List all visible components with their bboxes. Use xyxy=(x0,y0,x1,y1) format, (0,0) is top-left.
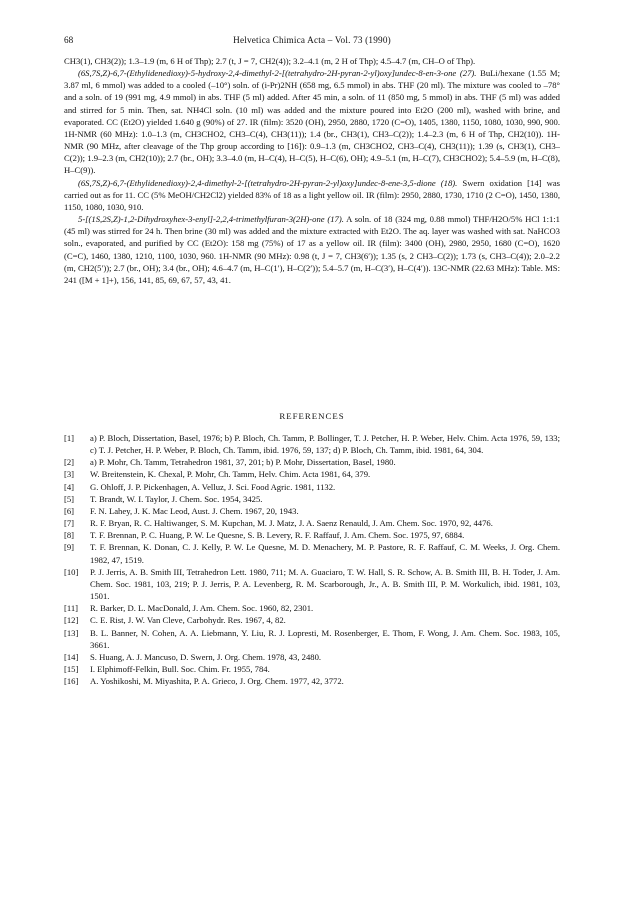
reference-text: T. F. Brennan, P. C. Huang, P. W. Le Quesne, S. B. Levery, R. F. Raffauf, J. Am. Chem. Soc. 1975, 97, 6884. xyxy=(90,530,465,541)
reference-text: P. J. Jerris, A. B. Smith III, Tetrahedron Lett. 1980, 711; M. A. Guaciaro, T. W. Hall, S. R. Schow, A. B. Smith III, B. H. Toder, J. Am. Chem. Soc. 1981, 103, 219; P. J. Jerris, P. A. Levenberg, R. M. Scarborough, Jr., A. B. Smith III, P. M. Workulich, ibid. 1981, 103, 1501. xyxy=(90,566,560,602)
paragraph-text: BuLi/hexane (1.55 M; 3.87 ml, 6 mmol) was added to a cooled (–10°) soln. of (i-Pr)2NH (658 mg, 6.5 mmol) in abs. THF (20 ml). The mixture was cooled to –78° and a soln. of 19 (991 mg, 4.9 mmol) in abs. THF (5 ml) added. After 45 min, a soln. of 11 (850 mg, 5 mmol) in abs. THF (5 ml) was added and stirred for 5 min. Then, sat. NH4Cl soln. (10 ml) was added and the mixture poured into Et2O (200 ml), washed with brine, and evaporated. CC (Et2O) yielded 1.640 g (90%) of 27. IR (film): 3520 (OH), 2950, 2880, 1720 (C=O), 1405, 1380, 1150, 1080, 1030, 990, 900. 1H-NMR (60 MHz): 1.0–1.3 (m, CH3CHO2, CH3–C(4), CH3(11)); 1.4 (br., CH3(1), CH3–C(2)); 1.4–2.3 (m, 6 H of Thp, CH2(10)). 1H-NMR (90 MHz, after cleavage of the Thp group according to [16]): 0.9–1.3 (m, CH3CHO2, CH3–C(4), CH3(11)); 1.39 (s, CH3(1), CH3–C(2)); 1.9–2.3 (m, CH2(10)); 2.7 (br., OH); 3.3–4.0 (m, H–C(4), H–C(5), H–C(6), OH); 4.9–5.1 (m, H–C(7), CH3CHO2); 5.4–5.9 (m, H–C(8), H–C(9)). xyxy=(64,68,560,176)
reference-item xyxy=(64,481,560,493)
paragraph-compound-27 xyxy=(64,67,560,176)
paragraph-thp-data: CH3(1), CH3(2)); 1.3–1.9 (m, 6 H of Thp); 2.7 (t, J = 7, CH2(4)); 3.2–4.1 (m, 2 H of Thp); 4.5–4.7 (m, CH–O of Thp). xyxy=(64,56,476,66)
reference-item xyxy=(64,651,560,663)
reference-item xyxy=(64,432,560,456)
page-number: 68 xyxy=(64,35,74,45)
compound-title: (6S,7S,Z)-6,7-(Ethylidenedioxy)-5-hydroxy-2,4-dimethyl-2-[(tetrahydro-2H-pyran-2-yl)oxy]undec-8-en-3-one (27). xyxy=(78,68,477,79)
reference-number: [5] xyxy=(64,493,75,504)
reference-text: T. F. Brennan, K. Donan, C. J. Kelly, P. W. Le Quesne, M. D. Menachery, M. P. Pastore, R. F. Raffauf, C. M. Weeks, J. Org. Chem. 1982, 47, 1519. xyxy=(90,542,560,565)
reference-item xyxy=(64,529,560,541)
reference-item xyxy=(64,602,560,614)
experimental-section xyxy=(64,55,560,286)
reference-text: R. Barker, D. L. MacDonald, J. Am. Chem. Soc. 1960, 82, 2301. xyxy=(90,603,314,614)
reference-item xyxy=(64,517,560,529)
paragraph-text: A soln. of 18 (324 mg, 0.88 mmol) THF/H2O/5% HCl 1:1:1 (45 ml) was stirred for 24 h. Then brine (30 ml) was added and the mixture extracted with Et2O. The aq. layer was washed with sat. NaHCO3 soln., evaporated, and purified by CC (Et2O): 158 mg (75%) of 17 as a yellow oil. IR (film): 3400 (OH), 2980, 2950, 1680 (C=O), 1620 (C=C), 1460, 1380, 1210, 1100, 1030, 960. 1H-NMR (90 MHz): 0.98 (t, J = 7, CH3(6′)); 1.35 (s, 2 CH3–C(2)); 1.73 (s, CH3–C(4)); 2.0–2.2 (m, CH2(5′)); 2.7 (br., OH); 3.4 (br., OH); 4.6–4.7 (m, H–C(1′), H–C(2′)); 5.4–5.7 (m, H–C(3′), H–C(4′)). 13C-NMR (22.63 MHz): Table. MS: 241 ([M + 1]+), 156, 141, 85, 69, 67, 57, 43, 41. xyxy=(64,214,560,285)
reference-text: a) P. Bloch, Dissertation, Basel, 1976; b) P. Bloch, Ch. Tamm, P. Bollinger, T. J. Petcher, H. P. Weber, Helv. Chim. Acta 1976, 59, 133; c) T. J. Petcher, H. P. Weber, P. Bloch, Ch. Tamm, ibid. 1976, 59, 137; d) P. Bloch, Ch. Tamm, ibid. 1981, 64, 304. xyxy=(90,433,560,456)
reference-text: F. N. Lahey, J. K. Mac Leod, Aust. J. Chem. 1967, 20, 1943. xyxy=(90,505,299,516)
reference-item xyxy=(64,493,560,505)
reference-item xyxy=(64,675,560,687)
reference-number: [13] xyxy=(64,627,79,638)
reference-number: [8] xyxy=(64,530,75,541)
reference-text: S. Huang, A. J. Mancuso, D. Swern, J. Org. Chem. 1978, 43, 2480. xyxy=(90,651,322,662)
reference-item xyxy=(64,627,560,651)
reference-item xyxy=(64,468,560,480)
reference-number: [11] xyxy=(64,603,79,614)
reference-number: [9] xyxy=(64,542,75,553)
reference-text: R. F. Bryan, R. C. Haltiwanger, S. M. Kupchan, M. J. Matz, J. A. Saenz Renauld, J. Am. Chem. Soc. 1970, 92, 4476. xyxy=(90,518,493,529)
reference-number: [6] xyxy=(64,505,75,516)
reference-item xyxy=(64,456,560,468)
paragraph-compound-18 xyxy=(64,177,560,213)
reference-text: A. Yoshikoshi, M. Miyashita, P. A. Grieco, J. Org. Chem. 1977, 42, 3772. xyxy=(90,676,344,687)
paragraph-text: Swern oxidation [14] was carried out as for 11. CC (5% MeOH/CH2Cl2) yielded 83% of 18 as a light yellow oil. IR (film): 2950, 2880, 1730, 1710 (2 C=O), 1450, 1380, 1150, 1080, 1030, 910. xyxy=(64,177,561,212)
references-list xyxy=(64,432,560,687)
compound-title: (6S,7S,Z)-6,7-(Ethylidenedioxy)-2,4-dimethyl-2-[(tetrahydro-2H-pyran-2-yl)oxy]undec-8-ene-3,5-dione (18). xyxy=(78,177,458,188)
reference-number: [16] xyxy=(64,676,79,687)
reference-text: a) P. Mohr, Ch. Tamm, Tetrahedron 1981, 37, 201; b) P. Mohr, Dissertation, Basel, 1980. xyxy=(90,457,396,468)
reference-number: [10] xyxy=(64,566,79,577)
paragraph-compound-17 xyxy=(64,213,560,286)
running-title: Helvetica Chimica Acta – Vol. 73 (1990) xyxy=(233,35,391,45)
reference-text: W. Breitenstein, K. Chexal, P. Mohr, Ch. Tamm, Helv. Chim. Acta 1981, 64, 379. xyxy=(90,469,371,480)
reference-item xyxy=(64,505,560,517)
reference-number: [7] xyxy=(64,518,75,529)
reference-item xyxy=(64,614,560,626)
reference-item xyxy=(64,566,560,602)
reference-text: T. Brandt, W. I. Taylor, J. Chem. Soc. 1954, 3425. xyxy=(90,493,263,504)
reference-number: [15] xyxy=(64,663,79,674)
reference-number: [4] xyxy=(64,481,75,492)
reference-number: [3] xyxy=(64,469,75,480)
reference-text: C. E. Rist, J. W. Van Cleve, Carbohydr. Res. 1967, 4, 82. xyxy=(90,615,286,626)
reference-number: [14] xyxy=(64,651,79,662)
compound-title: 5-[(1S,2S,Z)-1,2-Dihydroxyhex-3-enyl]-2,2,4-trimethylfuran-3(2H)-one (17). xyxy=(78,214,344,225)
reference-text: B. L. Banner, N. Cohen, A. A. Liebmann, Y. Liu, R. J. Lopresti, M. Rosenberger, E. Thom, F. Wong, J. Am. Chem. Soc. 1983, 105, 3661. xyxy=(90,627,560,650)
reference-text: I. Elphimoff-Felkin, Bull. Soc. Chim. Fr. 1955, 784. xyxy=(90,663,270,674)
references-heading: REFERENCES xyxy=(279,411,345,421)
reference-item xyxy=(64,541,560,565)
reference-text: G. Ohloff, J. P. Pickenhagen, A. Velluz, J. Sci. Food Agric. 1981, 1132. xyxy=(90,481,336,492)
reference-item xyxy=(64,663,560,675)
reference-number: [1] xyxy=(64,433,75,443)
reference-number: [2] xyxy=(64,457,75,468)
reference-number: [12] xyxy=(64,615,79,626)
